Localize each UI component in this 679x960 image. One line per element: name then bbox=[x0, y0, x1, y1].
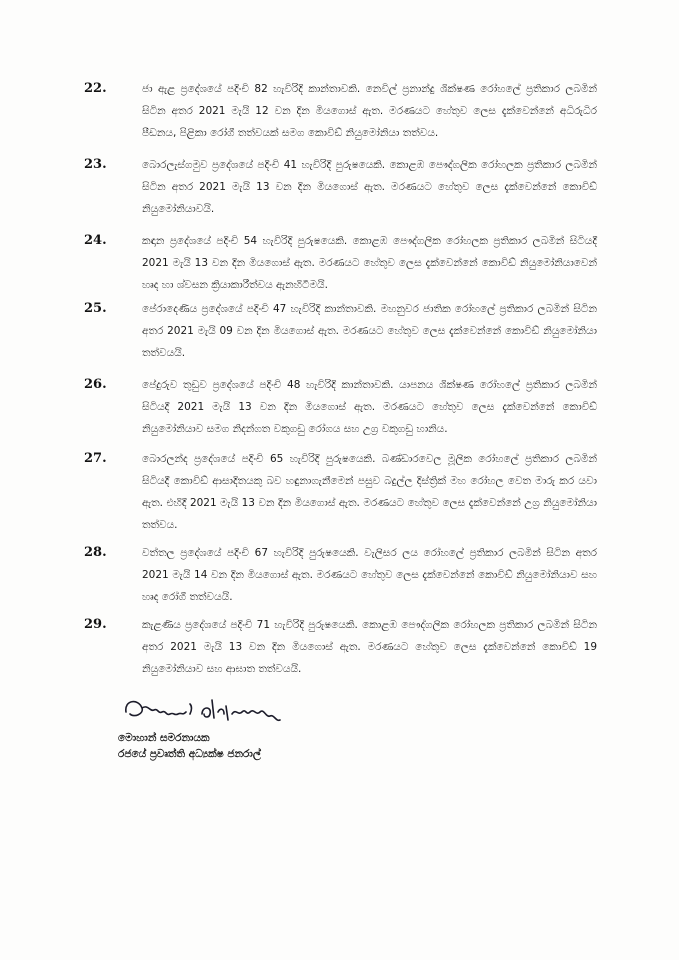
handwritten-signature bbox=[120, 690, 300, 730]
entry-text: බොරලන්ද ප්‍රදේශයේ පදිංචි 65 හැවිරිදි පුරුෂයෙකි. බණ්ඩාරවෙල මූලික රෝහලේ ප්‍රතිකාර ලබමින් සිටියදී කොවිඩ් ආසාදිතයකු බව හඳුනාගැනීමෙන් පසුව බදුල්ල දිස්ත්‍රික් මහ රෝහල වෙත මාරු කර යවා ඇත. එහිදී 2021 මැයි 13 වන දින මියගොස් ඇත. මරණයට හේතුව ලෙස දැක්වෙන්නේ උග්‍ර නියුමෝනියා තත්වය. bbox=[142, 453, 597, 531]
entry-text: කැළණිය ප්‍රදේශයේ පදිංචි 71 හැවිරිදි පුරුෂයෙකි. කොළඹ පෞද්ගලික රෝහලක ප්‍රතිකාර ලබමින් සිටින අතර 2021 මැයි 13 වන දින මියගොස් ඇත. මරණයට හේතුව ලෙස දැක්වෙන්නේ කොවිඩ් 19 නියුමෝනියාව සහ ආඝාත තත්වයයි. bbox=[142, 619, 597, 675]
entry-number: 25. bbox=[84, 301, 107, 316]
entry-text: පේදුරුව තුඩුව ප්‍රදේශයේ පදිංචි 48 හැවිරිදි කාන්තාවකි. යාපනය ශික්ෂණ රෝහලේ ප්‍රතිකාර ලබමින් සිටියදී 2021 මැයි 13 වන දින මියගොස් ඇත. මරණයට හේතුව ලෙස දැක්වෙන්නේ කොවිඩ් නියුමෝනියාව සමග නිදන්ගත වකුගඩු රෝගය සහ උග්‍ර වකුගඩු හානිය. bbox=[142, 379, 597, 435]
entry-number: 29. bbox=[84, 617, 107, 632]
entry-number: 23. bbox=[84, 157, 107, 172]
signer-name: මොහාන් සමරනායක bbox=[118, 732, 210, 744]
entry-number: 26. bbox=[84, 377, 107, 392]
entry-number: 28. bbox=[84, 545, 107, 560]
entry-text: පේරාදෙණිය ප්‍රදේශයේ පදිංචි 47 හැවිරිදි කාන්තාවකි. මහනුවර ජාතික රෝහලේ ප්‍රතිකාර ලබමින් සිටින අතර 2021 මැයි 09 වන දින මියගොස් ඇත. මරණයට හේතුව ලෙස දැක්වෙන්නේ කොවිඩ් නියුමෝනියා තත්වයයි. bbox=[142, 303, 597, 359]
entry-text: කඳාන ප්‍රදේශයේ පදිංචි 54 හැවිරිදි පුරුෂයෙකි. කොළඹ පෞද්ගලික රෝහලක ප්‍රතිකාර ලබමින් සිටියදී 2021 මැයි 13 වන දින මියගොස් ඇත. මරණයට හේතුව ලෙස දැක්වෙන්නේ කොවිඩ් නියුමෝනියාවෙන් හෘද හා ශ්වසන ක්‍රියාකාරීත්වය ඇනහිටීමයි. bbox=[142, 235, 597, 291]
entry-number: 27. bbox=[84, 451, 107, 466]
entry-number: 22. bbox=[84, 81, 107, 96]
entry-number: 24. bbox=[84, 233, 107, 248]
entry-text: වත්තල ප්‍රදේශයේ පදිංචි 67 හැවිරිදි පුරුෂයෙකි. වැලිසර ලය රෝහලේ ප්‍රතිකාර ලබමින් සිටින අතර 2021 මැයි 14 වන දින මියගොස් ඇත. මරණයට හේතුව ලෙස දැක්වෙන්නේ කොවිඩ් නියුමෝනියාව සහ හෘද රෝගී තත්වයයි. bbox=[142, 547, 597, 603]
entry-text: ජා ඇළ ප්‍රදේශයේ පදිංචි 82 හැවිරිදි කාන්තාවකි. නෙවිල් ප්‍රනාන්දු ශික්ෂණ රෝහලේ ප්‍රතිකාර ලබමින් සිටින අතර 2021 මැයි 12 වන දින මියගොස් ඇත. මරණයට හේතුව ලෙස දැක්වෙන්නේ අධිරුධිර පීඩනය, පිළිකා රෝගී තත්වයක් සමග කොවිඩ් නියුමෝනියා තත්වය. bbox=[142, 83, 597, 139]
entry-text: බොරලැස්ගමුව ප්‍රදේශයේ පදිංචි 41 හැවිරිදි පුරුෂයෙකි. කොළඹ පෞද්ගලික රෝහලක ප්‍රතිකාර ලබමින් සිටින අතර 2021 මැයි 13 වන දින මියගොස් ඇත. මරණයට හේතුව ලෙස දැක්වෙන්නේ කොවිඩ් නියුමෝනියාවයි. bbox=[142, 159, 597, 215]
signer-title: රජයේ ප්‍රවෘත්ති අධ්‍යක්ෂ ජනරාල් bbox=[118, 748, 261, 760]
